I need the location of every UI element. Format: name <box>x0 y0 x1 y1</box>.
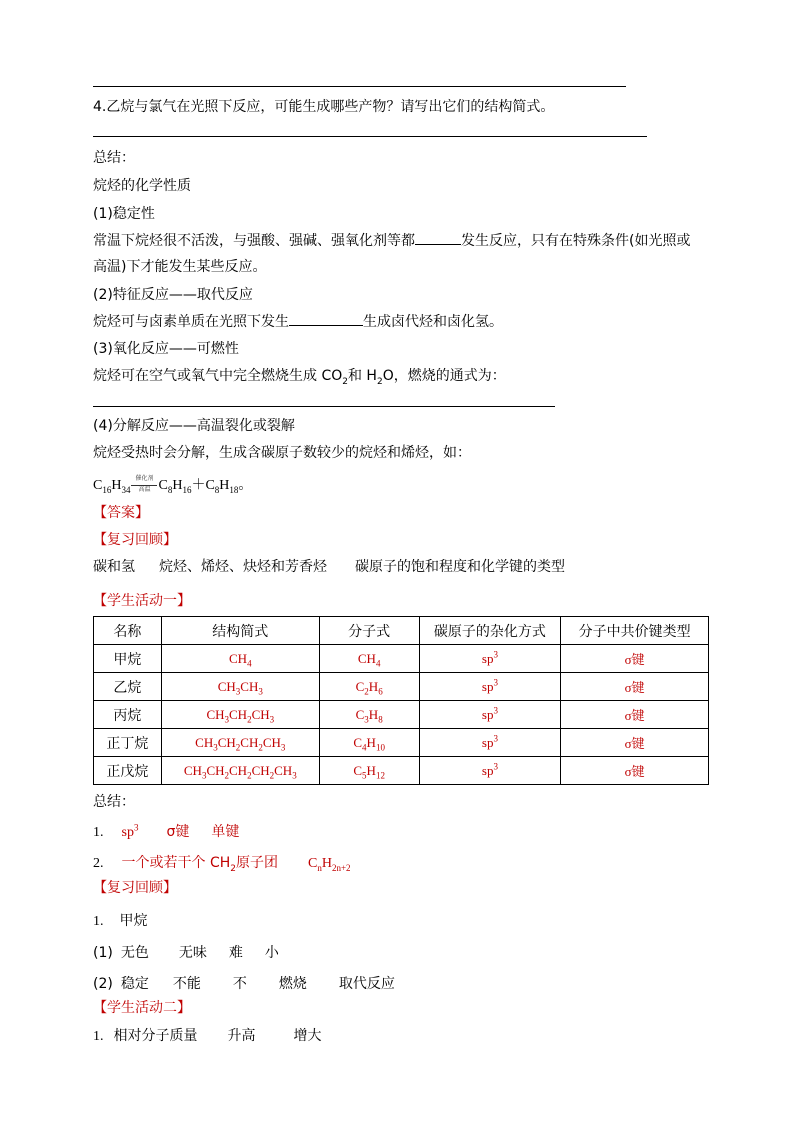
p1-text-cont: 高温)下才能发生某些反应。 <box>93 259 267 275</box>
subscript: 8 <box>167 484 173 495</box>
answer-general-formula: $C_nH_{2n+2}$ <box>308 856 351 873</box>
summary-item-2 <box>93 853 351 874</box>
cell-formula: $C_4H_{10}$ <box>319 729 419 757</box>
cell-bond: σ键 <box>561 729 709 757</box>
subscript: 34 <box>121 484 131 495</box>
cell-name: 正戊烷 <box>94 757 162 785</box>
answer-tag: 【答案】 <box>93 505 149 521</box>
cell-hybrid: $sp^3$ <box>419 729 561 757</box>
review-text: 甲烷 <box>119 913 148 929</box>
eq-plus: ＋ <box>191 478 206 493</box>
cell-name: 乙烷 <box>94 673 162 701</box>
subscript: 2 <box>342 376 348 387</box>
list-number: 2. <box>93 856 104 871</box>
review-answer: 难 <box>228 945 243 961</box>
cell-name: 甲烷 <box>94 645 162 673</box>
p2-text-b: 生成卤代烃和卤化氢。 <box>363 314 503 330</box>
p3-title: (3)氧化反应——可燃性 <box>93 341 239 357</box>
eq-end: 。 <box>238 477 253 493</box>
fill-blank <box>415 244 461 245</box>
table-header: 结构简式 <box>161 617 319 645</box>
review-answer: 取代反应 <box>338 976 395 992</box>
review-answers <box>93 557 565 577</box>
review-answer: 无味 <box>178 945 207 961</box>
p1-text-a: 常温下烷烃很不活泼，与强酸、强碱、强氧化剂等都 <box>93 233 415 249</box>
cell-formula: $C_2H_6$ <box>319 673 419 701</box>
activity2-tag: 【学生活动二】 <box>93 1000 191 1016</box>
question-4-text: 4.乙烷与氯气在光照下反应，可能生成哪些产物？请写出它们的结构简式。 <box>93 99 555 115</box>
eq-symbol: C <box>205 478 215 493</box>
review-item-1 <box>93 911 148 932</box>
subscript: 18 <box>229 484 239 495</box>
cell-bond: σ键 <box>561 757 709 785</box>
list-number: 1. <box>93 1029 104 1044</box>
review-answer: 燃烧 <box>278 976 307 992</box>
p3-text <box>93 366 506 386</box>
subscript: 2 <box>376 376 383 387</box>
review-answer: 碳和氢 <box>93 559 135 575</box>
table-row <box>94 729 709 757</box>
cell-struct: $CH_3CH_2CH_2CH_3$ <box>161 729 319 757</box>
cell-hybrid: $sp^3$ <box>419 673 561 701</box>
eq-symbol: H <box>172 478 183 493</box>
eq-symbol: C <box>93 478 103 493</box>
props-title: 烷烃的化学性质 <box>93 178 191 194</box>
review-answer: 不 <box>232 976 247 992</box>
answer-rule <box>93 406 555 407</box>
review2-tag: 【复习回顾】 <box>93 880 177 896</box>
answer-sp3: $sp^3$ <box>121 822 139 840</box>
activity-answer: 增大 <box>293 1028 322 1044</box>
p2-text-a: 烷烃可与卤素单质在光照下发生 <box>93 314 289 330</box>
activity1-tag: 【学生活动一】 <box>93 593 191 609</box>
answer-single-bond: 单键 <box>211 824 240 840</box>
cell-bond: σ键 <box>561 645 709 673</box>
subscript: 16 <box>102 484 112 495</box>
cell-formula: $C_5H_{12}$ <box>319 757 419 785</box>
review-answer: 不能 <box>172 976 201 992</box>
eq-symbol: H <box>219 478 230 493</box>
review-tag: 【复习回顾】 <box>93 532 177 548</box>
subscript: 16 <box>182 484 192 495</box>
arrow-condition-top: 催化剂 <box>135 475 154 482</box>
table-row <box>94 757 709 785</box>
cell-hybrid: $sp^3$ <box>419 645 561 673</box>
review-item-2 <box>93 943 279 963</box>
activity2-item-1 <box>93 1026 322 1047</box>
table-header: 分子式 <box>319 617 419 645</box>
activity-answer: 升高 <box>227 1028 256 1044</box>
eq-symbol: C <box>158 478 168 493</box>
table-header: 分子中共价键类型 <box>561 617 709 645</box>
fill-blank <box>289 325 363 326</box>
activity-answer: 相对分子质量 <box>113 1028 198 1044</box>
list-number: 1. <box>93 914 104 929</box>
cell-name: 正丁烷 <box>94 729 162 757</box>
answer-ch2-group: 一个或若干个 $CH_2$原子团 <box>121 855 278 874</box>
cell-hybrid: $sp^3$ <box>419 757 561 785</box>
p3-text-b: 和 H <box>347 368 377 384</box>
answer-sigma: σ键 <box>166 824 190 840</box>
p2-title: (2)特征反应——取代反应 <box>93 287 253 303</box>
cell-bond: σ键 <box>561 701 709 729</box>
summary-heading: 总结： <box>93 150 135 166</box>
cell-struct: $CH_3CH_2CH_2CH_2CH_3$ <box>161 757 319 785</box>
table-row <box>94 645 709 673</box>
review-answer: 烷烃、烯烃、炔烃和芳香烃 <box>159 559 327 575</box>
cell-struct: $CH_3CH_3$ <box>161 673 319 701</box>
cell-struct: $CH_3CH_2CH_3$ <box>161 701 319 729</box>
review-answer: 碳原子的饱和程度和化学键的类型 <box>355 559 565 575</box>
table-row <box>94 701 709 729</box>
list-number: 1. <box>93 825 104 840</box>
p4-title: (4)分解反应——高温裂化或裂解 <box>93 418 295 434</box>
cell-name: 丙烷 <box>94 701 162 729</box>
summary2-heading: 总结： <box>93 794 135 810</box>
table-row <box>94 673 709 701</box>
p1-title: (1)稳定性 <box>93 206 155 222</box>
p1-text-b: 发生反应，只有在特殊条件(如光照或 <box>461 233 691 249</box>
subscript: 8 <box>214 484 220 495</box>
review-answer: 稳定 <box>120 976 149 992</box>
review-answer: 小 <box>264 945 279 961</box>
cell-hybrid: $sp^3$ <box>419 701 561 729</box>
reaction-arrow-icon <box>131 475 157 493</box>
cracking-equation <box>93 475 252 496</box>
table-header: 名称 <box>94 617 162 645</box>
p4-text: 烷烃受热时会分解，生成含碳原子数较少的烷烃和烯烃，如： <box>93 445 471 461</box>
review-item-3 <box>93 974 395 994</box>
review-answer: 无色 <box>120 945 149 961</box>
summary-item-1 <box>93 822 239 843</box>
answer-rule <box>93 86 626 87</box>
list-number: (2) <box>93 976 113 992</box>
list-number: (1) <box>93 945 113 961</box>
table-header-row <box>94 617 709 645</box>
answer-rule <box>93 136 647 137</box>
alkane-table <box>93 616 709 785</box>
cell-formula: $C_3H_8$ <box>319 701 419 729</box>
p3-text-c: O，燃烧的通式为： <box>382 368 506 384</box>
question-4 <box>93 97 554 117</box>
p3-text-a: 烷烃可在空气或氧气中完全燃烧生成 CO <box>93 368 343 384</box>
table-header: 碳原子的杂化方式 <box>419 617 561 645</box>
arrow-condition-bottom: 高温 <box>138 486 151 493</box>
eq-symbol: H <box>111 478 122 493</box>
cell-struct: $CH_4$ <box>161 645 319 673</box>
cell-formula: $CH_4$ <box>319 645 419 673</box>
p1-text <box>93 231 690 251</box>
p2-text <box>93 312 503 332</box>
cell-bond: σ键 <box>561 673 709 701</box>
